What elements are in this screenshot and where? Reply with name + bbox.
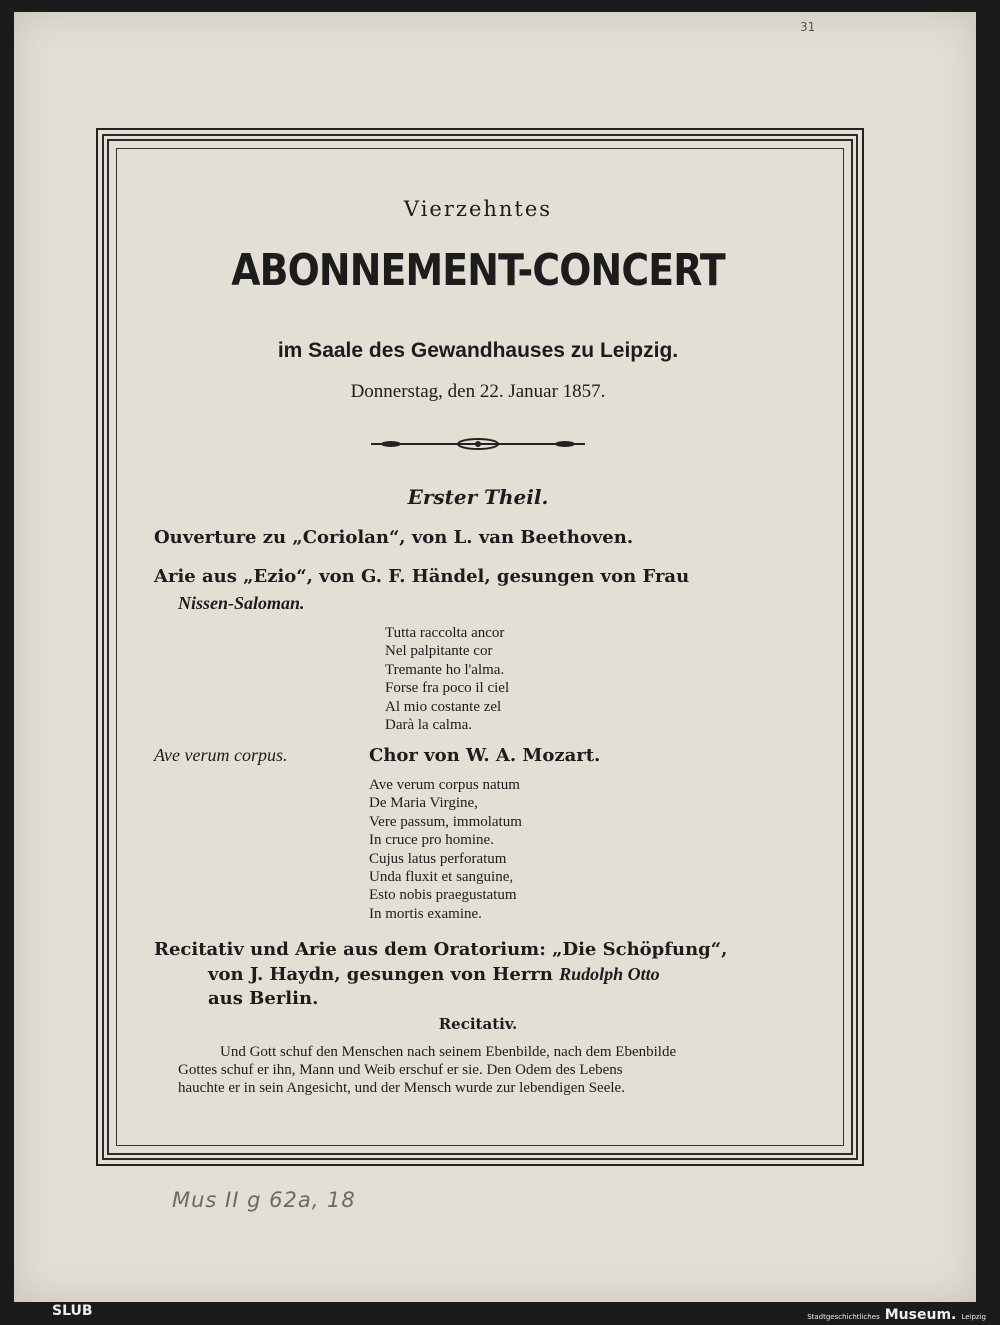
concert-date: Donnerstag, den 22. Januar 1857. [350, 381, 606, 402]
verse-line: Al mio costante zel [385, 698, 502, 715]
museum-logo [807, 1304, 986, 1323]
verse-line: Cujus latus perforatum [369, 850, 507, 867]
singer-name: Rudolph Otto [559, 964, 660, 984]
recitativ-title: Recitativ. [438, 1015, 518, 1033]
recitativ-text [178, 1043, 798, 1097]
verse-line: Ave verum corpus natum [369, 777, 520, 793]
slub-logo-text: SLUB [52, 1303, 93, 1319]
recitativ-line: Und Gott schuf den Menschen nach seinem Ebenbilde, nach dem Ebenbilde [220, 1044, 677, 1060]
concert-title: ABONNEMENT-CONCERT [231, 245, 725, 296]
verse-line: In cruce pro homine. [369, 832, 494, 849]
page-number-mark: 31 [800, 20, 816, 34]
recitativ-heading-line3: aus Berlin. [208, 988, 319, 1009]
ave-verse [369, 776, 522, 923]
overture-line: Ouverture zu „Coriolan“, von L. van Beethoven. [154, 527, 634, 548]
recitativ-line: hauchte er in sein Angesicht, und der Mensch wurde zur lebendigen Seele. [178, 1080, 625, 1096]
ave-chor: Chor von W. A. Mozart. [369, 745, 601, 766]
verse-line: Nel palpitante cor [385, 643, 493, 660]
recitativ-heading-line1: Recitativ und Arie aus dem Oratorium: „Die Schöpfung“, [154, 939, 728, 960]
verse-line: Unda fluxit et sanguine, [369, 869, 514, 886]
recitativ-line: Gottes schuf er ihn, Mann und Weib erschuf er sie. Den Odem des Lebens [178, 1062, 623, 1078]
verse-line: Forse fra poco il ciel [385, 680, 510, 697]
verse-line: Tutta raccolta ancor [385, 625, 505, 641]
arie-ezio-line: Arie aus „Ezio“, von G. F. Händel, gesungen von Frau [154, 566, 690, 587]
ave-title: Ave verum corpus. [154, 745, 288, 765]
handwritten-shelfmark: Mus II g 62a, 18 [172, 1188, 356, 1212]
flourish-ornament [371, 436, 585, 452]
verse-line: De Maria Virgine, [369, 795, 478, 812]
museum-city: Leipzig [961, 1313, 986, 1321]
verse-line: Darà la calma. [385, 717, 473, 734]
singer-name: Nissen-Saloman. [178, 593, 305, 613]
recitativ-composer: von J. Haydn, gesungen von Herrn [208, 964, 560, 985]
museum-top-text: Stadtgeschichtliches [807, 1313, 880, 1321]
venue: im Saale des Gewandhauses zu Leipzig. [277, 339, 679, 362]
verse-line: In mortis examine. [369, 905, 482, 922]
concert-ordinal: Vierzehntes [403, 197, 553, 221]
verse-line: Vere passum, immolatum [369, 813, 522, 830]
arie-verse [385, 624, 509, 734]
part-title: Erster Theil. [407, 485, 549, 509]
verse-line: Esto nobis praegustatum [369, 887, 517, 904]
recitativ-heading-line2 [208, 964, 660, 985]
museum-name: Museum. [884, 1307, 957, 1323]
verse-line: Tremante ho l'alma. [385, 661, 505, 678]
